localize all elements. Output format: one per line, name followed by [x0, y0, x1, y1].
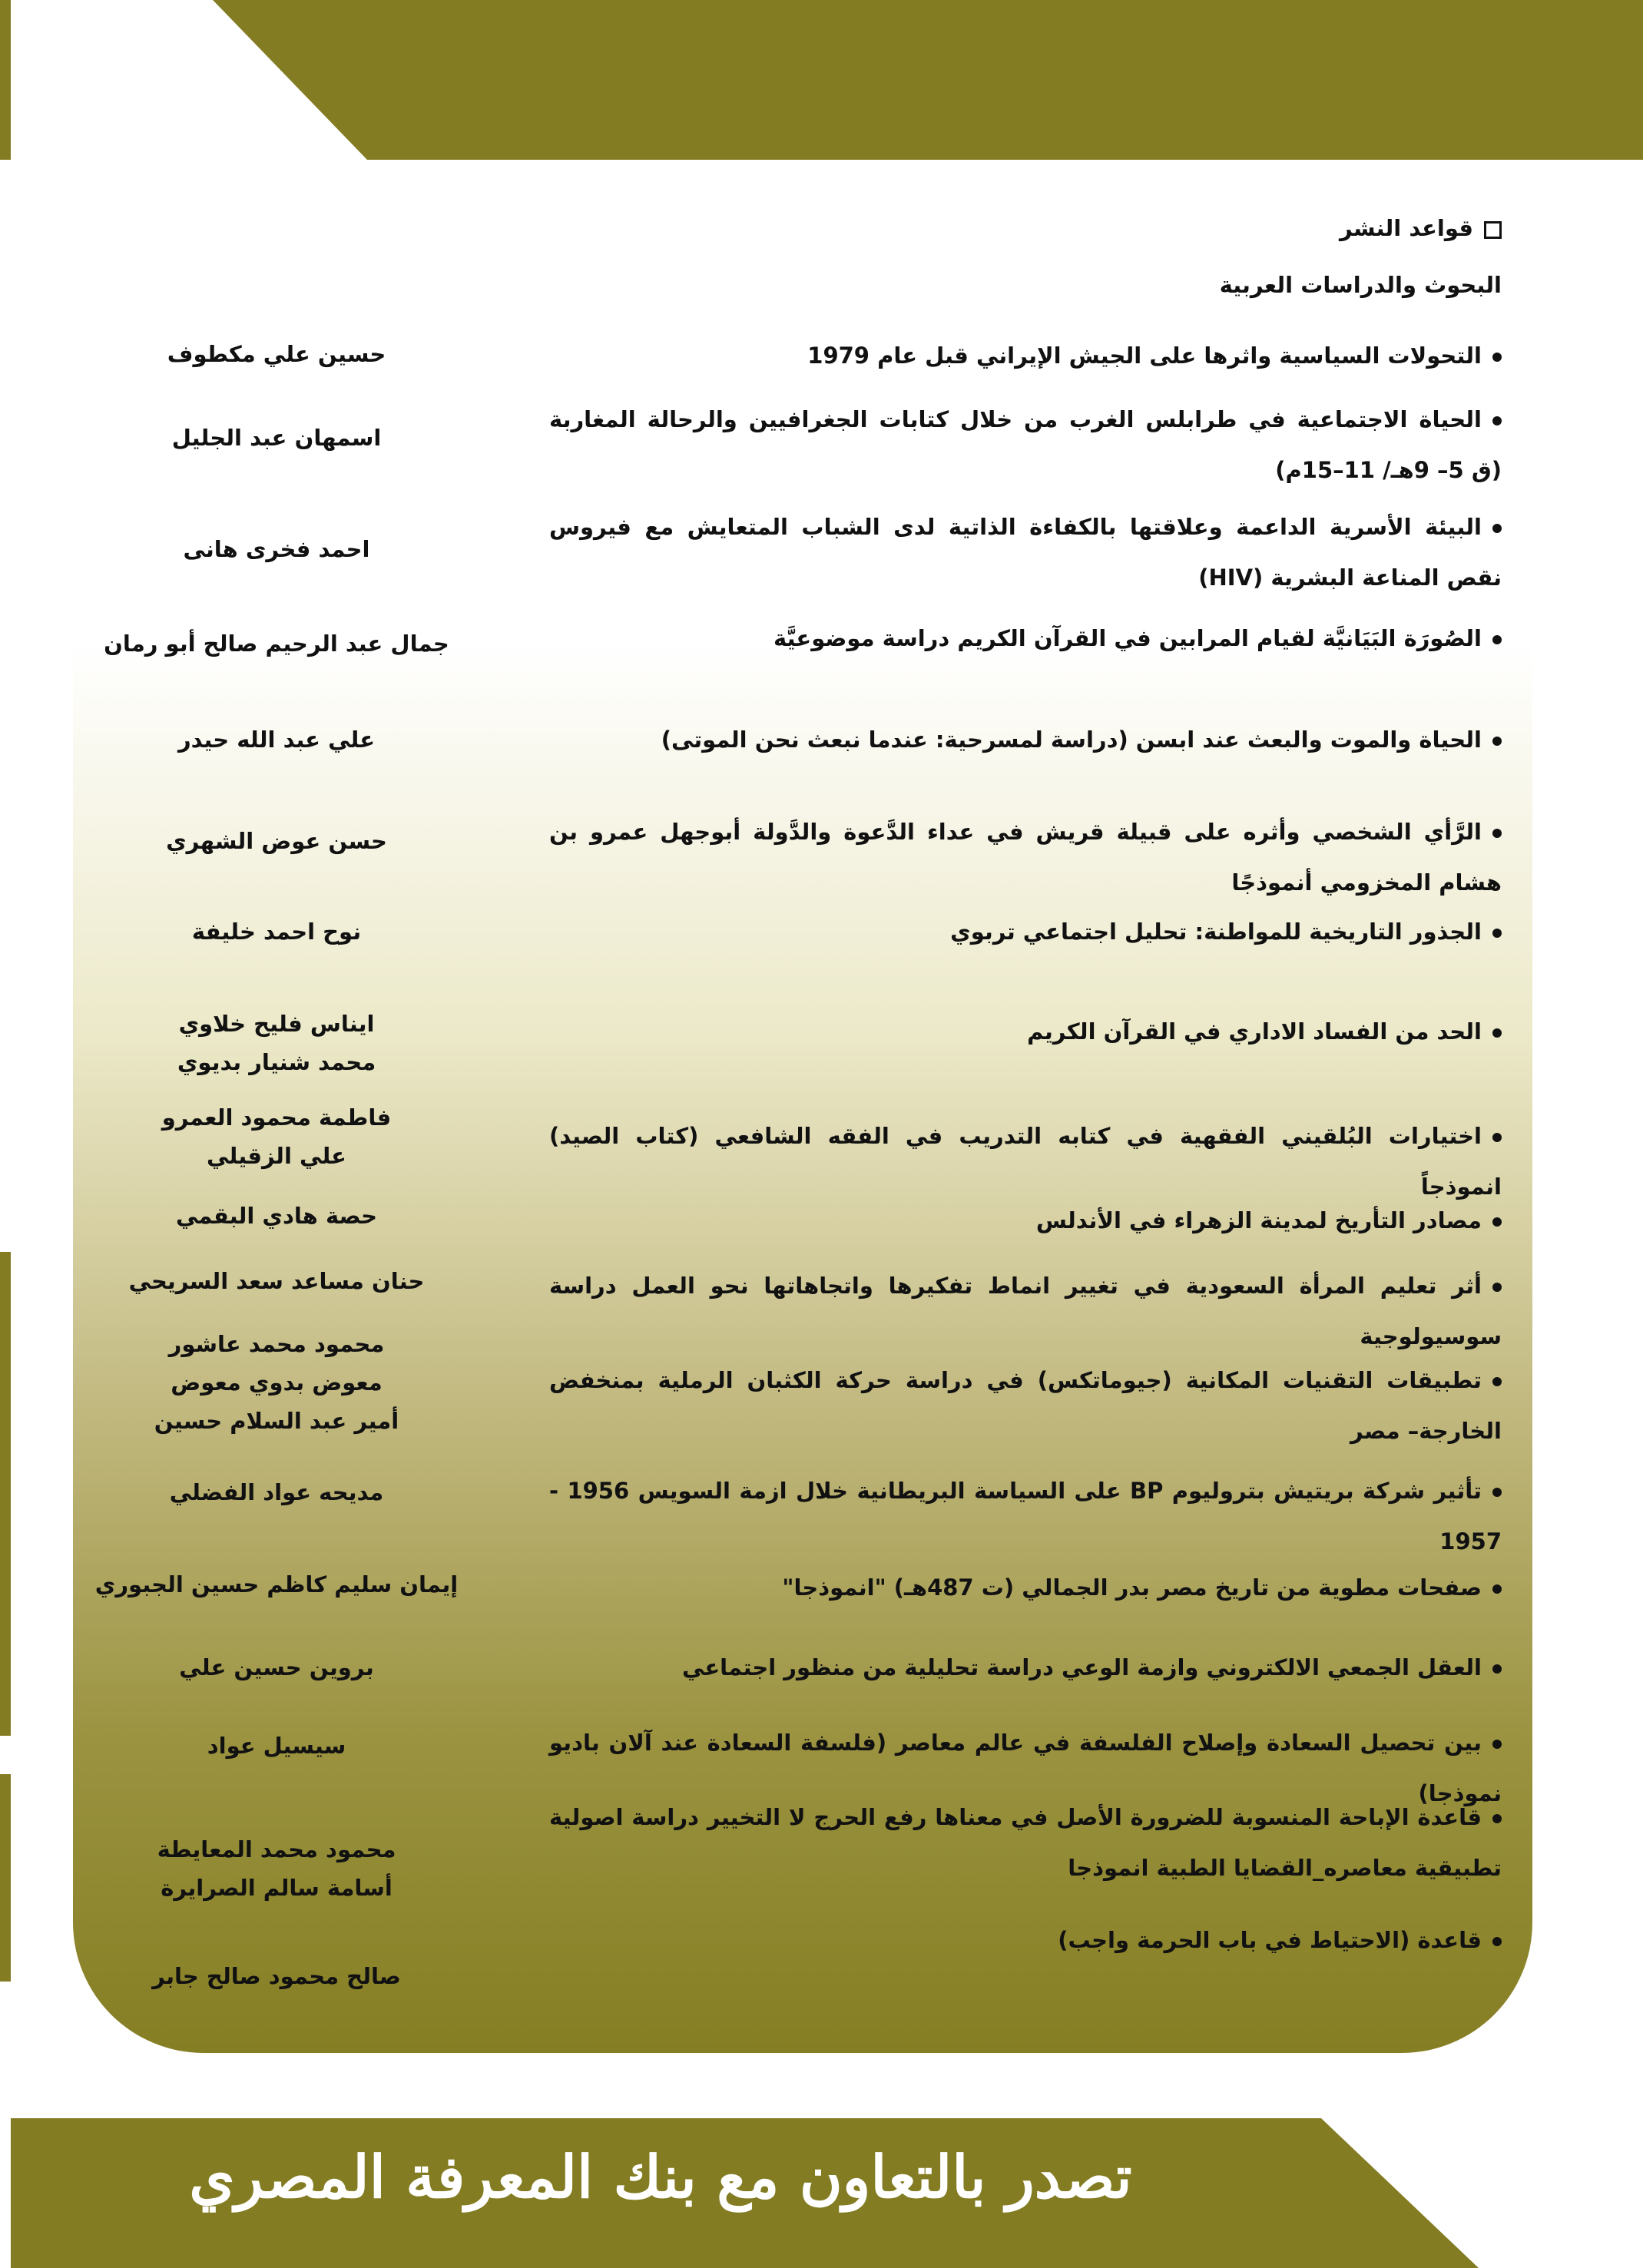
author-name: محمد شنيار بديوي — [177, 1049, 376, 1075]
paper-title — [549, 806, 1502, 908]
paper-title-text: صفحات مطوية من تاريخ مصر بدر الجمالي (ت 487هـ) "انموذجا" — [782, 1574, 1482, 1601]
paper-authors — [73, 530, 480, 568]
paper-authors — [73, 1957, 480, 1995]
bullet-icon — [1492, 1740, 1502, 1749]
paper-title — [549, 714, 1502, 765]
bullet-icon — [1492, 416, 1502, 425]
paper-title — [549, 1006, 1502, 1057]
paper-title — [549, 1355, 1502, 1456]
paper-authors — [73, 1325, 480, 1440]
paper-title — [549, 394, 1502, 495]
bullet-icon — [1492, 635, 1502, 644]
content-area — [73, 198, 1532, 2053]
bullet-icon — [1492, 1217, 1502, 1227]
paper-authors — [73, 1197, 480, 1235]
paper-title — [549, 613, 1502, 664]
section-heading: البحوث والدراسات العربية — [1219, 272, 1502, 298]
author-name: فاطمة محمود العمرو — [161, 1104, 392, 1131]
paper-title-text: التحولات السياسية واثرها على الجيش الإيراني قبل عام 1979 — [807, 343, 1482, 369]
paper-title — [549, 1642, 1502, 1693]
bullet-icon — [1492, 353, 1502, 362]
author-name: صالح محمود صالح جابر — [152, 1963, 401, 1989]
bullet-icon — [1492, 1814, 1502, 1823]
paper-title — [549, 1260, 1502, 1362]
paper-title — [549, 1792, 1502, 1893]
paper-title-text: البيئة الأسرية الداعمة وعلاقتها بالكفاءة الذاتية لدى الشباب المتعايش مع فيروس نقص المناعة البشرية (HIV) — [549, 514, 1502, 591]
bullet-icon — [1492, 1937, 1502, 1946]
bullet-icon — [1492, 829, 1502, 838]
author-name: أمير عبد السلام حسين — [154, 1408, 399, 1434]
author-name: أسامة سالم الصرايرة — [161, 1875, 393, 1901]
author-name: ايناس فليح خلاوي — [178, 1011, 375, 1037]
paper-title — [549, 330, 1502, 381]
paper-authors — [73, 1262, 480, 1300]
paper-title — [549, 1195, 1502, 1246]
author-name: معوض بدوي معوض — [171, 1369, 383, 1396]
paper-title — [549, 1915, 1502, 1965]
author-name: جمال عبد الرحيم صالح أبو رمان — [104, 631, 449, 657]
paper-authors — [73, 624, 480, 663]
paper-title — [549, 502, 1502, 603]
rules-heading-label: قواعد النشر — [1340, 215, 1473, 241]
bullet-icon — [1492, 1664, 1502, 1674]
author-name: احمد فخرى هانى — [183, 536, 370, 562]
author-name: حنان مساعد سعد السريحي — [128, 1268, 425, 1294]
paper-title-text: الرَّأي الشخصي وأثره على قبيلة قريش في عداء الدَّعوة والدَّولة أبوجهل عمرو بن هشام المخزومي أنموذجًا — [549, 819, 1502, 896]
paper-title-text: الصُورَة البَيَانيَّة لقيام المرابين في القرآن الكريم دراسة موضوعيَّة — [773, 625, 1482, 651]
paper-title — [549, 1465, 1502, 1567]
paper-authors — [73, 1648, 480, 1687]
bullet-icon — [1492, 1028, 1502, 1038]
paper-title-text: الحياة والموت والبعث عند ابسن (دراسة لمسرحية: عندما نبعث نحن الموتى) — [661, 727, 1482, 753]
paper-title-text: بين تحصيل السعادة وإصلاح الفلسفة في عالم معاصر (فلسفة السعادة عند آلان باديو نموذجا) — [549, 1730, 1502, 1806]
author-name: نوح احمد خليفة — [191, 919, 362, 945]
bullet-icon — [1492, 1584, 1502, 1594]
author-name: حسن عوض الشهري — [166, 828, 387, 854]
bullet-icon — [1492, 929, 1502, 938]
paper-authors — [73, 822, 480, 860]
author-name: إيمان سليم كاظم حسين الجبوري — [94, 1571, 459, 1598]
paper-authors — [73, 1473, 480, 1511]
author-name: بروين حسين علي — [179, 1654, 374, 1680]
author-name: حصة هادي البقمي — [175, 1203, 378, 1229]
paper-title-text: مصادر التأريخ لمدينة الزهراء في الأندلس — [1035, 1207, 1482, 1233]
paper-authors — [73, 720, 480, 759]
bullet-icon — [1492, 524, 1502, 533]
bullet-icon — [1492, 1377, 1502, 1386]
paper-title — [549, 906, 1502, 957]
paper-title-text: تطبيقات التقنيات المكانية (جيوماتكس) في دراسة حركة الكثبان الرملية بمنخفض الخارجة– مصر — [549, 1367, 1502, 1444]
paper-authors — [73, 1727, 480, 1765]
paper-title-text: الحد من الفساد الاداري في القرآن الكريم — [1027, 1018, 1482, 1045]
rules-heading — [1340, 215, 1502, 241]
bullet-icon — [1492, 737, 1502, 746]
author-name: حسين علي مكطوف — [167, 341, 386, 367]
paper-title-text: تأثير شركة بريتيش بتروليوم BP على السياسة البريطانية خلال ازمة السويس 1956 - 1957 — [549, 1478, 1502, 1554]
paper-title-text: الحياة الاجتماعية في طرابلس الغرب من خلال كتابات الجغرافيين والرحالة المغاربة (ق 5– 9هـ/ 11–15م) — [549, 406, 1502, 483]
checkbox-icon — [1484, 221, 1502, 239]
bullet-icon — [1492, 1283, 1502, 1292]
bullet-icon — [1492, 1133, 1502, 1142]
author-name: محمود محمد عاشور — [168, 1331, 385, 1357]
paper-title-text: قاعدة (الاحتياط في باب الحرمة واجب) — [1058, 1927, 1482, 1953]
author-name: علي عبد الله حيدر — [177, 727, 376, 753]
top-banner — [0, 0, 1643, 160]
author-name: محمود محمد المعايطة — [157, 1836, 396, 1862]
author-name: اسمهان عبد الجليل — [171, 425, 382, 451]
paper-authors — [73, 1565, 480, 1604]
paper-title-text: قاعدة الإباحة المنسوبة للضرورة الأصل في معناها رفع الحرج لا التخيير دراسة اصولية تطبيقية معاصره_القضايا الطبية انموذجا — [549, 1804, 1502, 1881]
bullet-icon — [1492, 1488, 1502, 1497]
left-accent-bar — [0, 1774, 11, 1982]
paper-title-text: العقل الجمعي الالكتروني وازمة الوعي دراسة تحليلية من منظور اجتماعي — [682, 1654, 1482, 1680]
paper-title-text: الجذور التاريخية للمواطنة: تحليل اجتماعي تربوي — [950, 919, 1482, 945]
paper-authors — [73, 335, 480, 373]
author-name: علي الزقيلي — [207, 1143, 346, 1169]
author-name: مديحه عواد الفضلي — [169, 1479, 384, 1505]
author-name: سيسيل عواد — [207, 1733, 346, 1759]
paper-authors — [73, 419, 480, 457]
paper-authors — [73, 1005, 480, 1081]
footer-text: تصدر بالتعاون مع بنك المعرفة المصري — [189, 2143, 1132, 2211]
paper-authors — [73, 1830, 480, 1907]
paper-title — [549, 1562, 1502, 1613]
paper-authors — [73, 1098, 480, 1175]
left-accent-bar — [0, 1252, 11, 1736]
paper-authors — [73, 912, 480, 951]
paper-title-text: أثر تعليم المرأة السعودية في تغيير انماط تفكيرها واتجاهاتها نحو العمل دراسة سوسيولوجية — [549, 1273, 1502, 1349]
paper-title-text: اختيارات البُلقيني الفقهية في كتابه التدريب في الفقه الشافعي (كتاب الصيد) انموذجاً — [549, 1123, 1502, 1200]
